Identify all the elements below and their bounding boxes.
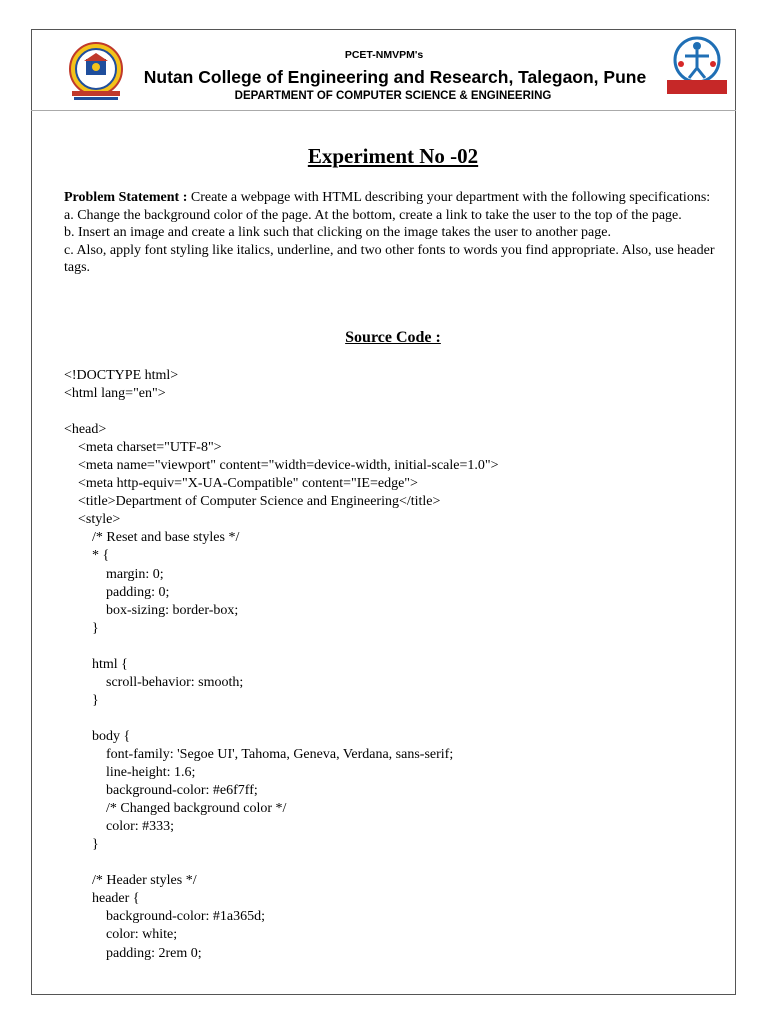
code-line: }	[64, 692, 99, 708]
org-name: PCET-NMVPM's	[344, 49, 424, 61]
code-line: <head>	[64, 422, 107, 438]
code-line: box-sizing: border-box;	[64, 602, 239, 618]
code-line: padding: 0;	[64, 584, 170, 600]
code-line: body {	[64, 728, 131, 744]
code-line: <html lang="en">	[64, 386, 166, 402]
problem-intro	[64, 189, 720, 207]
department-name: DEPARTMENT OF COMPUTER SCIENCE & ENGINEERING	[234, 90, 552, 102]
code-line: <!DOCTYPE html>	[64, 368, 179, 383]
source-code-title: Source Code :	[345, 329, 441, 346]
code-line: /* Reset and base styles */	[64, 530, 240, 546]
problem-statement	[64, 189, 720, 277]
college-name: Nutan College of Engineering and Research, Talegaon, Pune	[143, 67, 647, 87]
problem-item-a: a. Change the background color of the page. At the bottom, create a link to take the user to the top of the page.	[64, 207, 682, 223]
code-line: html {	[64, 656, 128, 672]
code-line: }	[64, 620, 99, 636]
code-line: /* Header styles */	[64, 873, 197, 889]
problem-item-b: b. Insert an image and create a link such that clicking on the image takes the user to another page.	[64, 225, 611, 241]
code-line: * {	[64, 548, 110, 564]
header-divider	[31, 110, 736, 111]
code-line: color: white;	[64, 927, 178, 943]
code-line: <style>	[64, 512, 121, 528]
code-line: line-height: 1.6;	[64, 765, 196, 781]
code-line: <title>Department of Computer Science and Engineering</title>	[64, 494, 441, 510]
source-code-block	[64, 367, 724, 963]
code-line	[64, 403, 724, 421]
problem-item-c: c. Also, apply font styling like italics, underline, and two other fonts to words you find appropriate. Also, use header tags.	[64, 242, 715, 276]
code-line: font-family: 'Segoe UI', Tahoma, Geneva, Verdana, sans-serif;	[64, 746, 454, 762]
code-line	[64, 710, 724, 728]
code-line: margin: 0;	[64, 566, 164, 582]
problem-label: Problem Statement :	[64, 190, 188, 205]
code-line: color: #333;	[64, 819, 175, 835]
code-line	[64, 638, 724, 656]
code-line: background-color: #e6f7ff;	[64, 783, 258, 799]
code-line: header {	[64, 891, 140, 907]
experiment-title: Experiment No -02	[307, 144, 479, 168]
right-college-logo	[663, 34, 731, 106]
code-line	[64, 854, 724, 872]
code-line: background-color: #1a365d;	[64, 909, 266, 925]
code-line: <meta charset="UTF-8">	[64, 440, 222, 456]
code-line: }	[64, 837, 99, 853]
code-line: /* Changed background color */	[64, 801, 287, 817]
code-line: <meta http-equiv="X-UA-Compatible" content="IE=edge">	[64, 476, 418, 492]
code-line: padding: 2rem 0;	[64, 945, 202, 961]
problem-intro-text: Create a webpage with HTML describing your department with the following specifications:	[187, 190, 711, 205]
code-line: scroll-behavior: smooth;	[64, 674, 244, 690]
code-line: <meta name="viewport" content="width=device-width, initial-scale=1.0">	[64, 458, 499, 474]
